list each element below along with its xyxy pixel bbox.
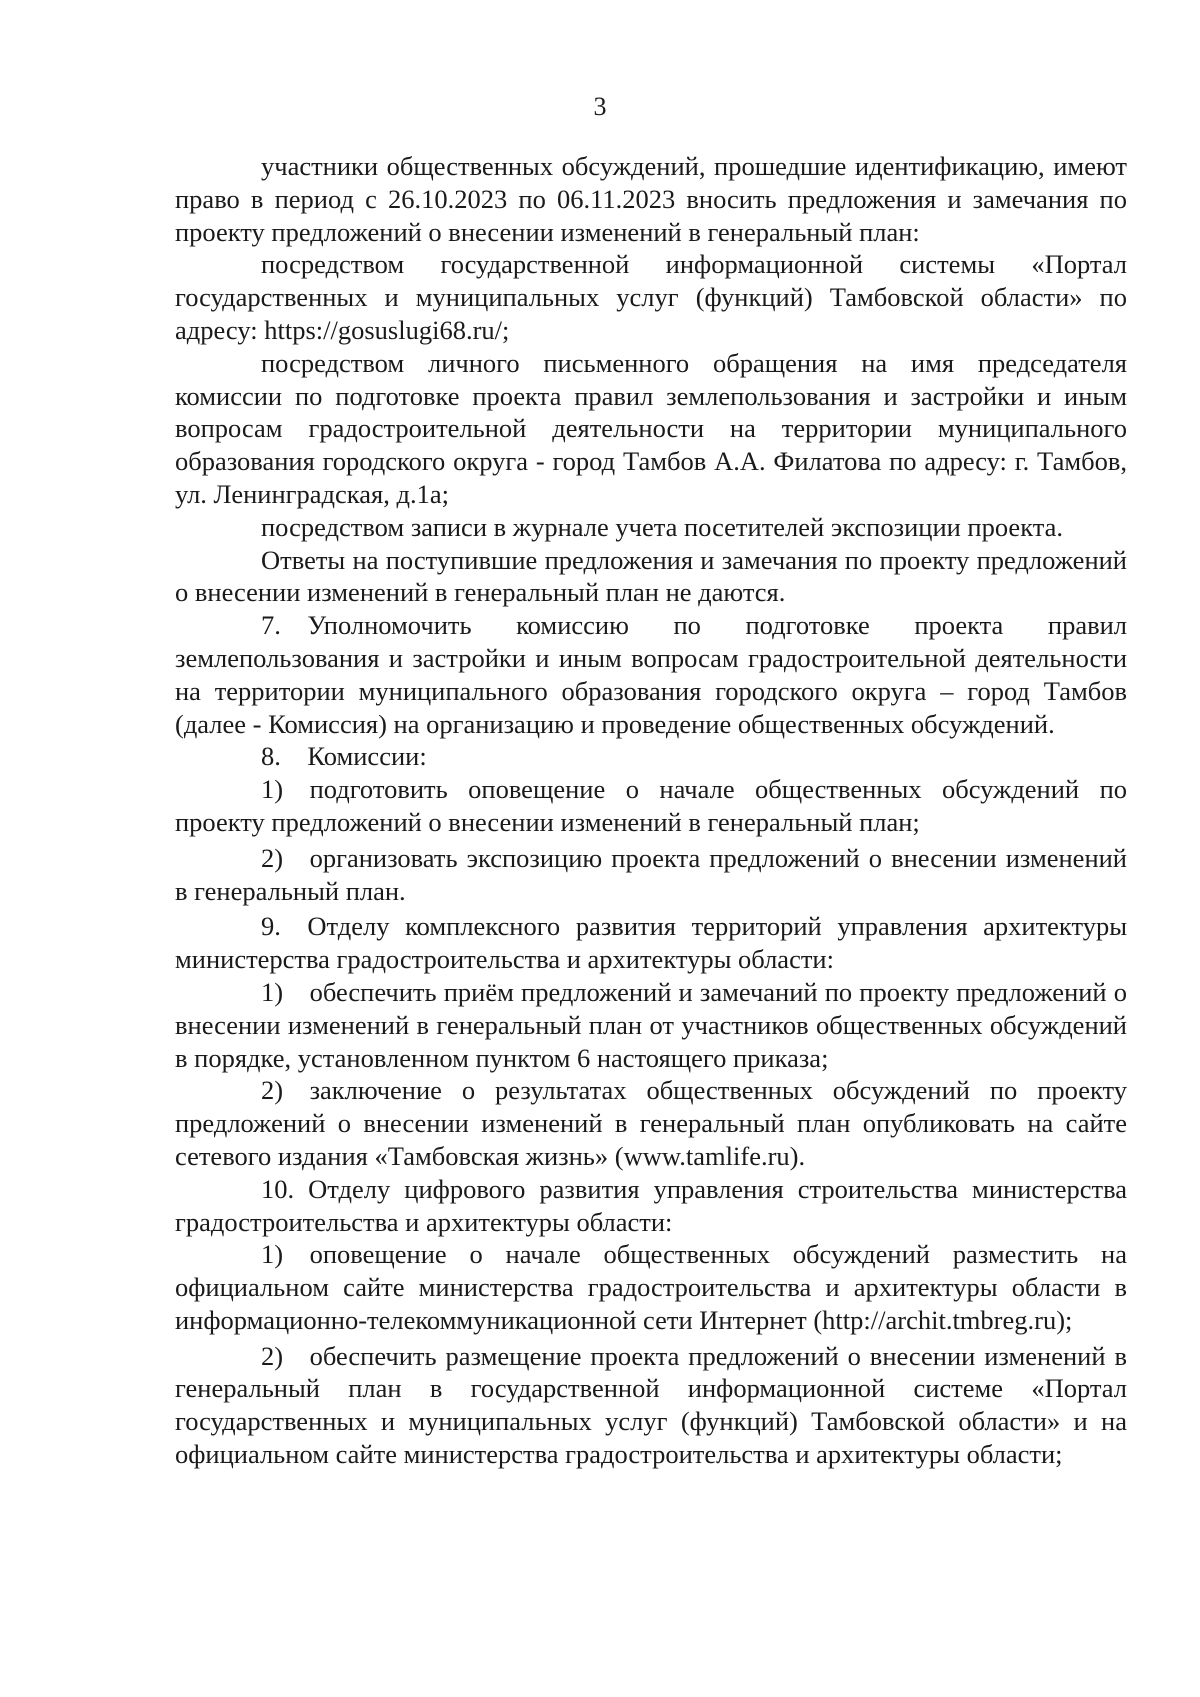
paragraph-item-7: 7. Уполномочить комиссию по подготовке проекта правил землепользования и застройки и иным вопросам градостроительной деятельности на территории муниципального образования городского округа – город Тамбов (далее - Комиссия) на организацию и проведение общественных обсуждений. bbox=[175, 610, 1127, 739]
paragraph-item-9-2: 2) заключение о результатах общественных обсуждений по проекту предложений о внесении изменений в генеральный план опубликовать на сайте сетевого издания «Тамбовская жизнь» (www.tamlife.ru). bbox=[175, 1075, 1127, 1171]
paragraph-via-portal: посредством государственной информационной системы «Портал государственных и муниципальных услуг (функций) Тамбовской области» по адресу: https://gosuslugi68.ru/; bbox=[175, 249, 1127, 345]
paragraph-item-10-2: 2) обеспечить размещение проекта предложений о внесении изменений в генеральный план в государственной информационной системе «Портал государственных и муниципальных услуг (функций) Тамбовской области» и на официальном сайте министерства градостроительства и архитектуры области; bbox=[175, 1340, 1127, 1470]
paragraph-item-10: 10. Отделу цифрового развития управления строительства министерства градостроительства и архитектуры области: bbox=[175, 1173, 1127, 1237]
paragraph-via-journal: посредством записи в журнале учета посетителей экспозиции проекта. bbox=[261, 511, 1064, 542]
paragraph-via-letter: посредством личного письменного обращения на имя председателя комиссии по подготовке проекта правил землепользования и застройки и иным вопросам градостроительной деятельности на территории муниципального образования городского округа - город Тамбов А.А. Филатова по адресу: г. Тамбов, ул. Ленинградская, д.1а; bbox=[175, 347, 1127, 509]
paragraph-item-9: 9. Отделу комплексного развития территорий управления архитектуры министерства градостроительства и архитектуры области: bbox=[175, 911, 1127, 975]
paragraph-item-8: 8. Комиссии: bbox=[261, 741, 427, 772]
paragraph-no-answers: Ответы на поступившие предложения и замечания по проекту предложений о внесении изменений в генеральный план не даются. bbox=[175, 544, 1127, 608]
paragraph-participants-rights: участники общественных обсуждений, прошедшие идентификацию, имеют право в период с 26.10.2023 по 06.11.2023 вносить предложения и замечания по проекту предложений о внесении изменений в генеральный план: bbox=[175, 151, 1127, 247]
paragraph-item-10-1: 1) оповещение о начале общественных обсуждений разместить на официальном сайте министерства градостроительства и архитектуры области в информационно-телекоммуникационной сети Интернет (http://archit.tmbreg.ru); bbox=[175, 1239, 1127, 1335]
paragraph-item-9-1: 1) обеспечить приём предложений и замечаний по проекту предложений о внесении изменений в генеральный план от участников общественных обсуждений в порядке, установленном пунктом 6 настоящего приказа; bbox=[175, 976, 1127, 1073]
page-number: 3 bbox=[593, 92, 607, 121]
document-body bbox=[175, 150, 1127, 1471]
paragraph-item-8-2: 2) организовать экспозицию проекта предложений о внесении изменений в генеральный план. bbox=[175, 842, 1127, 906]
paragraph-item-8-1: 1) подготовить оповещение о начале общественных обсуждений по проекту предложений о внесении изменений в генеральный план; bbox=[175, 774, 1127, 837]
